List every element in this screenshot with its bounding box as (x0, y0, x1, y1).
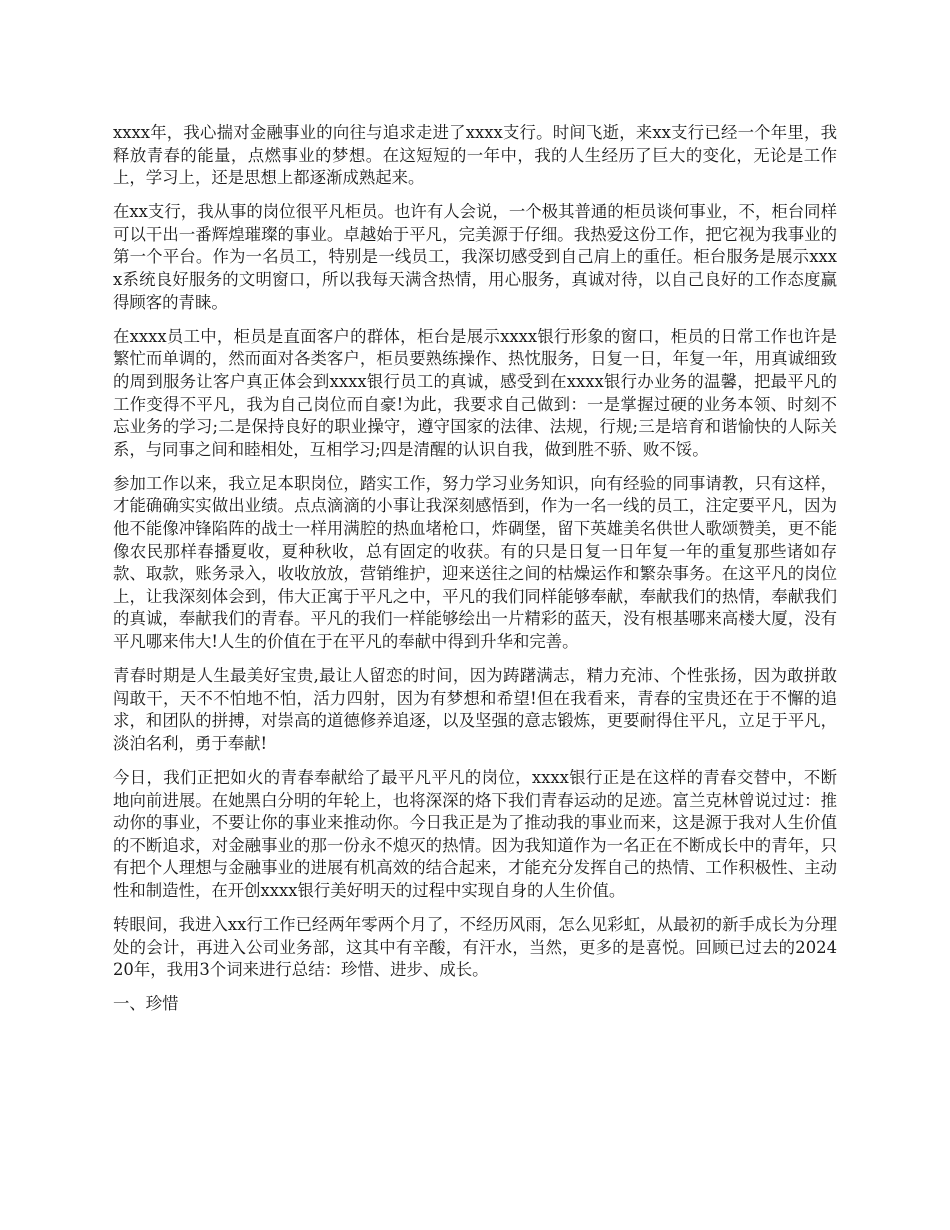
paragraph-2: 在xx支行，我从事的岗位很平凡柜员。也许有人会说，一个极其普通的柜员谈何事业，不，柜台同样可以干出一番辉煌璀璨的事业。卓越始于平凡，完美源于仔细。我热爱这份工作，把它视为我事业的第一个平台。作为一名员工，特别是一线员工，我深切感受到自己肩上的重任。柜台服务是展示xxxx系统良好服务的文明窗口，所以我每天满含热情，用心服务，真诚对待，以自己良好的工作态度赢得顾客的青睐。 (113, 202, 837, 312)
paragraph-3: 在xxxx员工中，柜员是直面客户的群体，柜台是展示xxxx银行形象的窗口，柜员的日常工作也许是繁忙而单调的，然而面对各类客户，柜员要熟练操作、热忱服务，日复一日，年复一年，用真诚细致的周到服务让客户真正体会到xxxx银行员工的真诚，感受到在xxxx银行办业务的温馨，把最平凡的工作变得不平凡，我为自己岗位而自豪!为此，我要求自己做到：一是掌握过硬的业务本领、时刻不忘业务的学习;二是保持良好的职业操守，遵守国家的法律、法规，行规;三是培育和谐愉快的人际关系，与同事之间和睦相处，互相学习;四是清醒的认识自我，做到胜不骄、败不馁。 (113, 326, 837, 459)
paragraph-7: 转眼间，我进入xx行工作已经两年零两个月了，不经历风雨，怎么见彩虹，从最初的新手成长为分理处的会计，再进入公司业务部，这其中有辛酸，有汗水，当然，更多的是喜悦。回顾已过去的202420年，我用3个词来进行总结：珍惜、进步、成长。 (113, 915, 837, 980)
document-body (113, 122, 837, 1016)
paragraph-5: 青春时期是人生最美好宝贵,最让人留恋的时间，因为踌躇满志，精力充沛、个性张扬，因为敢拼敢闯敢干，天不不怕地不怕，活力四射，因为有梦想和希望!但在我看来，青春的宝贵还在于不懈的追求，和团队的拼搏，对崇高的道德修养追逐，以及坚强的意志锻炼，更要耐得住平凡，立足于平凡，淡泊名利，勇于奉献! (113, 666, 837, 753)
paragraph-4: 参加工作以来，我立足本职岗位，踏实工作，努力学习业务知识，向有经验的同事请教，只有这样，才能确确实实做出业绩。点点滴滴的小事让我深刻感悟到，作为一名一线的员工，注定要平凡，因为他不能像冲锋陷阵的战士一样用满腔的热血堵枪口，炸碉堡，留下英雄美名供世人歌颂赞美，更不能像农民那样春播夏收，夏种秋收，总有固定的收获。有的只是日复一日年复一年的重复那些诸如存款、取款，账务录入，收收放放，营销维护，迎来送往之间的枯燥运作和繁杂事务。在这平凡的岗位上，让我深刻体会到，伟大正寓于平凡之中，平凡的我们同样能够奉献，奉献我们的热情，奉献我们的真诚，奉献我们的青春。平凡的我们一样能够绘出一片精彩的蓝天，没有根基哪来高楼大厦，没有平凡哪来伟大!人生的价值在于在平凡的奉献中得到升华和完善。 (113, 473, 837, 651)
paragraph-1: xxxx年，我心揣对金融事业的向往与追求走进了xxxx支行。时间飞逝，来xx支行已经一个年里，我释放青春的能量，点燃事业的梦想。在这短短的一年中，我的人生经历了巨大的变化，无论是工作上，学习上，还是思想上都逐渐成熟起来。 (113, 123, 837, 188)
section-heading: 一、珍惜 (113, 994, 179, 1014)
paragraph-6: 今日，我们正把如火的青春奉献给了最平凡平凡的岗位，xxxx银行正是在这样的青春交替中，不断地向前进展。在她黑白分明的年轮上，也将深深的烙下我们青春运动的足迹。富兰克林曾说过过：推动你的事业，不要让你的事业来推动你。今日我正是为了推动我的事业而来，这是源于我对人生价值的不断追求，对金融事业的那一份永不熄灭的热情。因为我知道作为一名正在不断成长中的青年，只有把个人理想与金融事业的进展有机高效的结合起来，才能充分发挥自己的热情、工作积极性、主动性和制造性，在开创xxxx银行美好明天的过程中实现自身的人生价值。 (113, 767, 837, 900)
